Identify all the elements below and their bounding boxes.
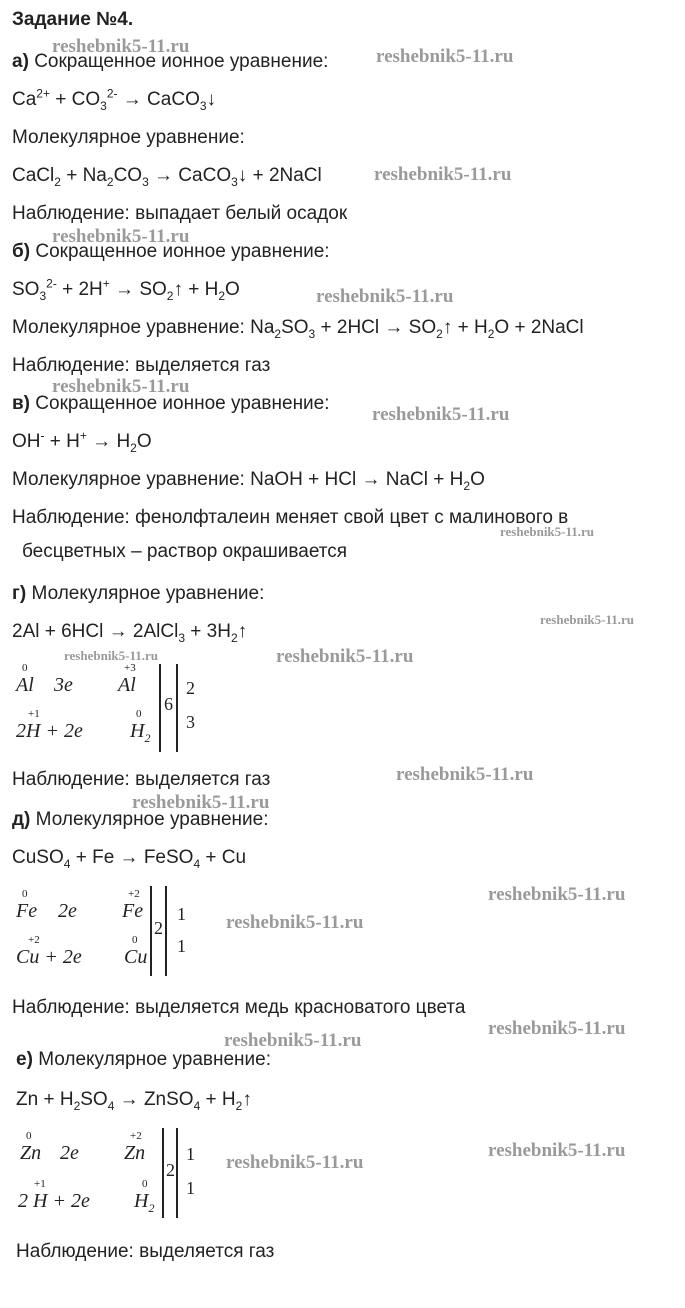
part-e-mol-header: е) Молекулярное уравнение: — [16, 1049, 272, 1070]
watermark: reshebnik5-11.ru — [52, 376, 190, 397]
part-g-mol-header: г) Молекулярное уравнение: — [12, 583, 265, 604]
watermark: reshebnik5-11.ru — [224, 1030, 362, 1051]
part-a-mol-header: Молекулярное уравнение: — [12, 127, 245, 148]
watermark: reshebnik5-11.ru — [396, 764, 534, 785]
part-v-observation-line2: бесцветных – раствор окрашивается — [22, 541, 348, 562]
part-d-label: д) — [12, 809, 31, 830]
part-a-ionic-header: а) Сокращенное ионное уравнение: — [12, 51, 329, 72]
part-b-label: б) — [12, 241, 31, 262]
part-g-label: г) — [12, 583, 27, 604]
watermark: reshebnik5-11.ru — [374, 164, 512, 185]
part-b-mol-equation: Молекулярное уравнение: $Na_2SO_3 + 2HCl$ → $SO_2↑ + H_2O$ + 2NaCl — [12, 317, 584, 341]
watermark: reshebnik5-11.ru — [376, 46, 514, 67]
part-d-mol-equation: CuSO$_4$ + Fe → FeSO$_4$ + Cu — [12, 847, 247, 871]
part-v-ionic-header: в) Сокращенное ионное уравнение: — [12, 393, 330, 414]
part-g-observation: Наблюдение: выделяется газ — [12, 769, 271, 790]
part-v-observation-line1: Наблюдение: фенолфталеин меняет свой цвет с малинового в — [12, 507, 569, 528]
watermark: reshebnik5-11.ru — [52, 226, 190, 247]
part-e-observation: Наблюдение: выделяется газ — [16, 1241, 275, 1262]
part-v-mol-equation: Молекулярное уравнение: NaOH + HCl → NaCl + $H_2O$ — [12, 469, 485, 493]
part-d-observation: Наблюдение: выделяется медь красноватого цвета — [12, 997, 466, 1018]
watermark: reshebnik5-11.ru — [64, 648, 159, 663]
watermark: reshebnik5-11.ru — [226, 912, 364, 933]
part-v-label: в) — [12, 393, 31, 414]
part-e-electron-balance: 0 Zn 2e +2 Zn +1 2 H + 2e 0 $H_2$ 2 1 1 — [16, 1128, 216, 1220]
watermark: reshebnik5-11.ru — [52, 36, 190, 57]
watermark: reshebnik5-11.ru — [132, 792, 270, 813]
part-b-ionic-header: б) Сокращенное ионное уравнение: — [12, 241, 330, 262]
watermark: reshebnik5-11.ru — [488, 1018, 626, 1039]
part-e-label: е) — [16, 1049, 33, 1070]
watermark: reshebnik5-11.ru — [488, 1140, 626, 1161]
task-title: Задание №4. — [12, 9, 134, 30]
watermark: reshebnik5-11.ru — [500, 524, 595, 539]
part-a-ionic-equation: $Ca^{2+} + CO_3^{2-}$ → CaCO$_3$↓ — [12, 86, 217, 113]
watermark: reshebnik5-11.ru — [540, 612, 635, 627]
part-d-mol-header: д) Молекулярное уравнение: — [12, 809, 269, 830]
watermark: reshebnik5-11.ru — [372, 404, 510, 425]
part-b-ionic-equation: $SO_3^{2-} + 2H^+$ → $SO_2↑ + H_2O$ — [12, 276, 240, 303]
part-a-mol-equation: CaCl$_2$ + $Na_2CO_3$ → CaCO$_3$↓ + 2NaCl — [12, 165, 322, 189]
part-g-electron-balance: 0 Al 3e +3 Al +1 2H + 2e 0 $H_2$ 6 2 3 — [14, 660, 234, 755]
part-v-ionic-equation: $OH^- + H^+ \to H_2O$ — [12, 428, 152, 455]
watermark: reshebnik5-11.ru — [488, 884, 626, 905]
watermark: reshebnik5-11.ru — [316, 286, 454, 307]
watermark: reshebnik5-11.ru — [276, 646, 414, 667]
part-a-observation: Наблюдение: выпадает белый осадок — [12, 203, 348, 224]
watermark: reshebnik5-11.ru — [226, 1152, 364, 1173]
part-g-mol-equation: 2Al + 6HCl → 2AlCl$_3$ + $3H_2↑$ — [12, 621, 248, 645]
part-e-mol-equation: $Zn + H_2SO_4$ → ZnSO$_4$ + $H_2↑$ — [16, 1089, 252, 1113]
part-a-label: а) — [12, 51, 29, 72]
part-d-electron-balance: 0 Fe 2e +2 Fe +2 Cu + 2e 0 Cu 2 1 1 — [14, 886, 214, 978]
part-b-observation: Наблюдение: выделяется газ — [12, 355, 271, 376]
